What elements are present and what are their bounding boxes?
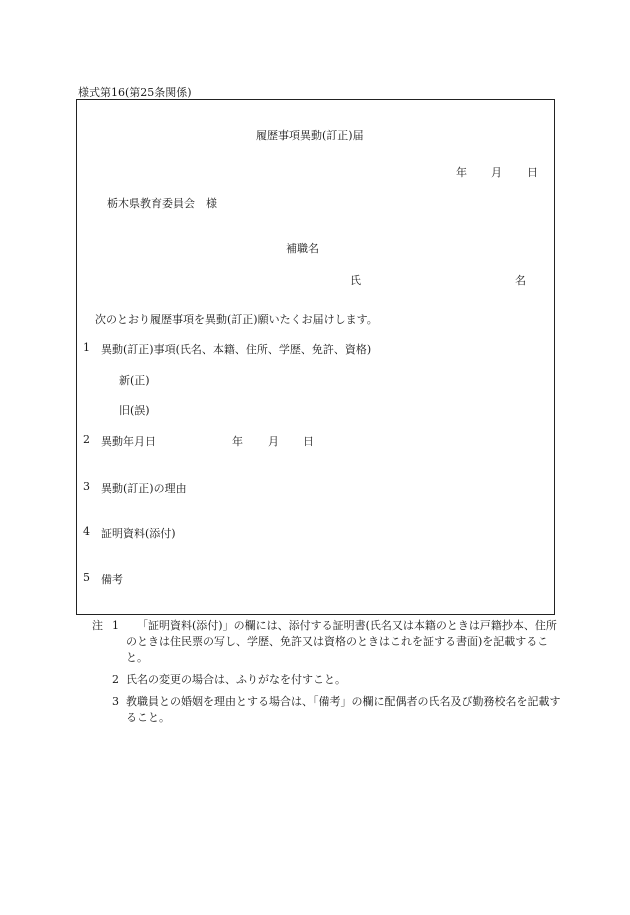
- addressee: 栃木県教育委員会 様: [107, 197, 217, 210]
- item-4-label: 証明資料(添付): [101, 527, 176, 540]
- item-1-label: 異動(訂正)事項(氏名、本籍、住所、学歴、免許、資格): [101, 343, 372, 356]
- note-number: 1: [112, 619, 119, 632]
- item-4-number: 4: [83, 525, 90, 538]
- note-number: 2: [112, 673, 119, 686]
- note-text: 教職員との婚姻を理由とする場合は、「備考」の欄に配偶者の氏名及び勤務校名を記載すること。: [126, 695, 561, 724]
- intro-text: 次のとおり履歴事項を異動(訂正)願いたくお届けします。: [95, 313, 378, 326]
- item-2-label: 異動年月日: [101, 435, 156, 448]
- item-1-new: 新(正): [119, 374, 150, 387]
- date-month-label: 月: [491, 166, 502, 179]
- note-item: [92, 618, 562, 666]
- item-5-label: 備考: [101, 573, 123, 586]
- note-item: [92, 672, 562, 688]
- note-text: 「証明資料(添付)」の欄には、添付する証明書(氏名又は本籍のときは戸籍抄本、住所のときは住民票の写し、学歴、免許又は資格のときはこれを証する書面)を記載すること。: [126, 619, 557, 664]
- note-text: 氏名の変更の場合は、ふりがなを付すこと。: [126, 673, 346, 686]
- item-5-number: 5: [83, 571, 90, 584]
- notes-heading: 注: [92, 619, 103, 632]
- item-3-label: 異動(訂正)の理由: [101, 482, 187, 495]
- form-title: 履歴事項異動(訂正)届: [256, 129, 364, 142]
- name-label-first: 氏: [350, 274, 361, 287]
- item-2-number: 2: [83, 433, 90, 446]
- position-label: 補職名: [286, 242, 319, 255]
- item-1-old: 旧(誤): [119, 404, 150, 417]
- name-label-second: 名: [515, 274, 526, 287]
- date-year-label: 年: [456, 166, 467, 179]
- item-1-number: 1: [83, 341, 90, 354]
- item-2-day: 日: [303, 435, 314, 448]
- item-3-number: 3: [83, 480, 90, 493]
- item-2-month: 月: [268, 435, 279, 448]
- item-2-year: 年: [232, 435, 243, 448]
- note-item: [92, 694, 562, 726]
- form-number-label: 様式第16(第25条関係): [78, 86, 192, 99]
- notes-section: [92, 618, 562, 726]
- form-box: [76, 99, 555, 615]
- date-day-label: 日: [527, 166, 538, 179]
- note-number: 3: [112, 695, 119, 708]
